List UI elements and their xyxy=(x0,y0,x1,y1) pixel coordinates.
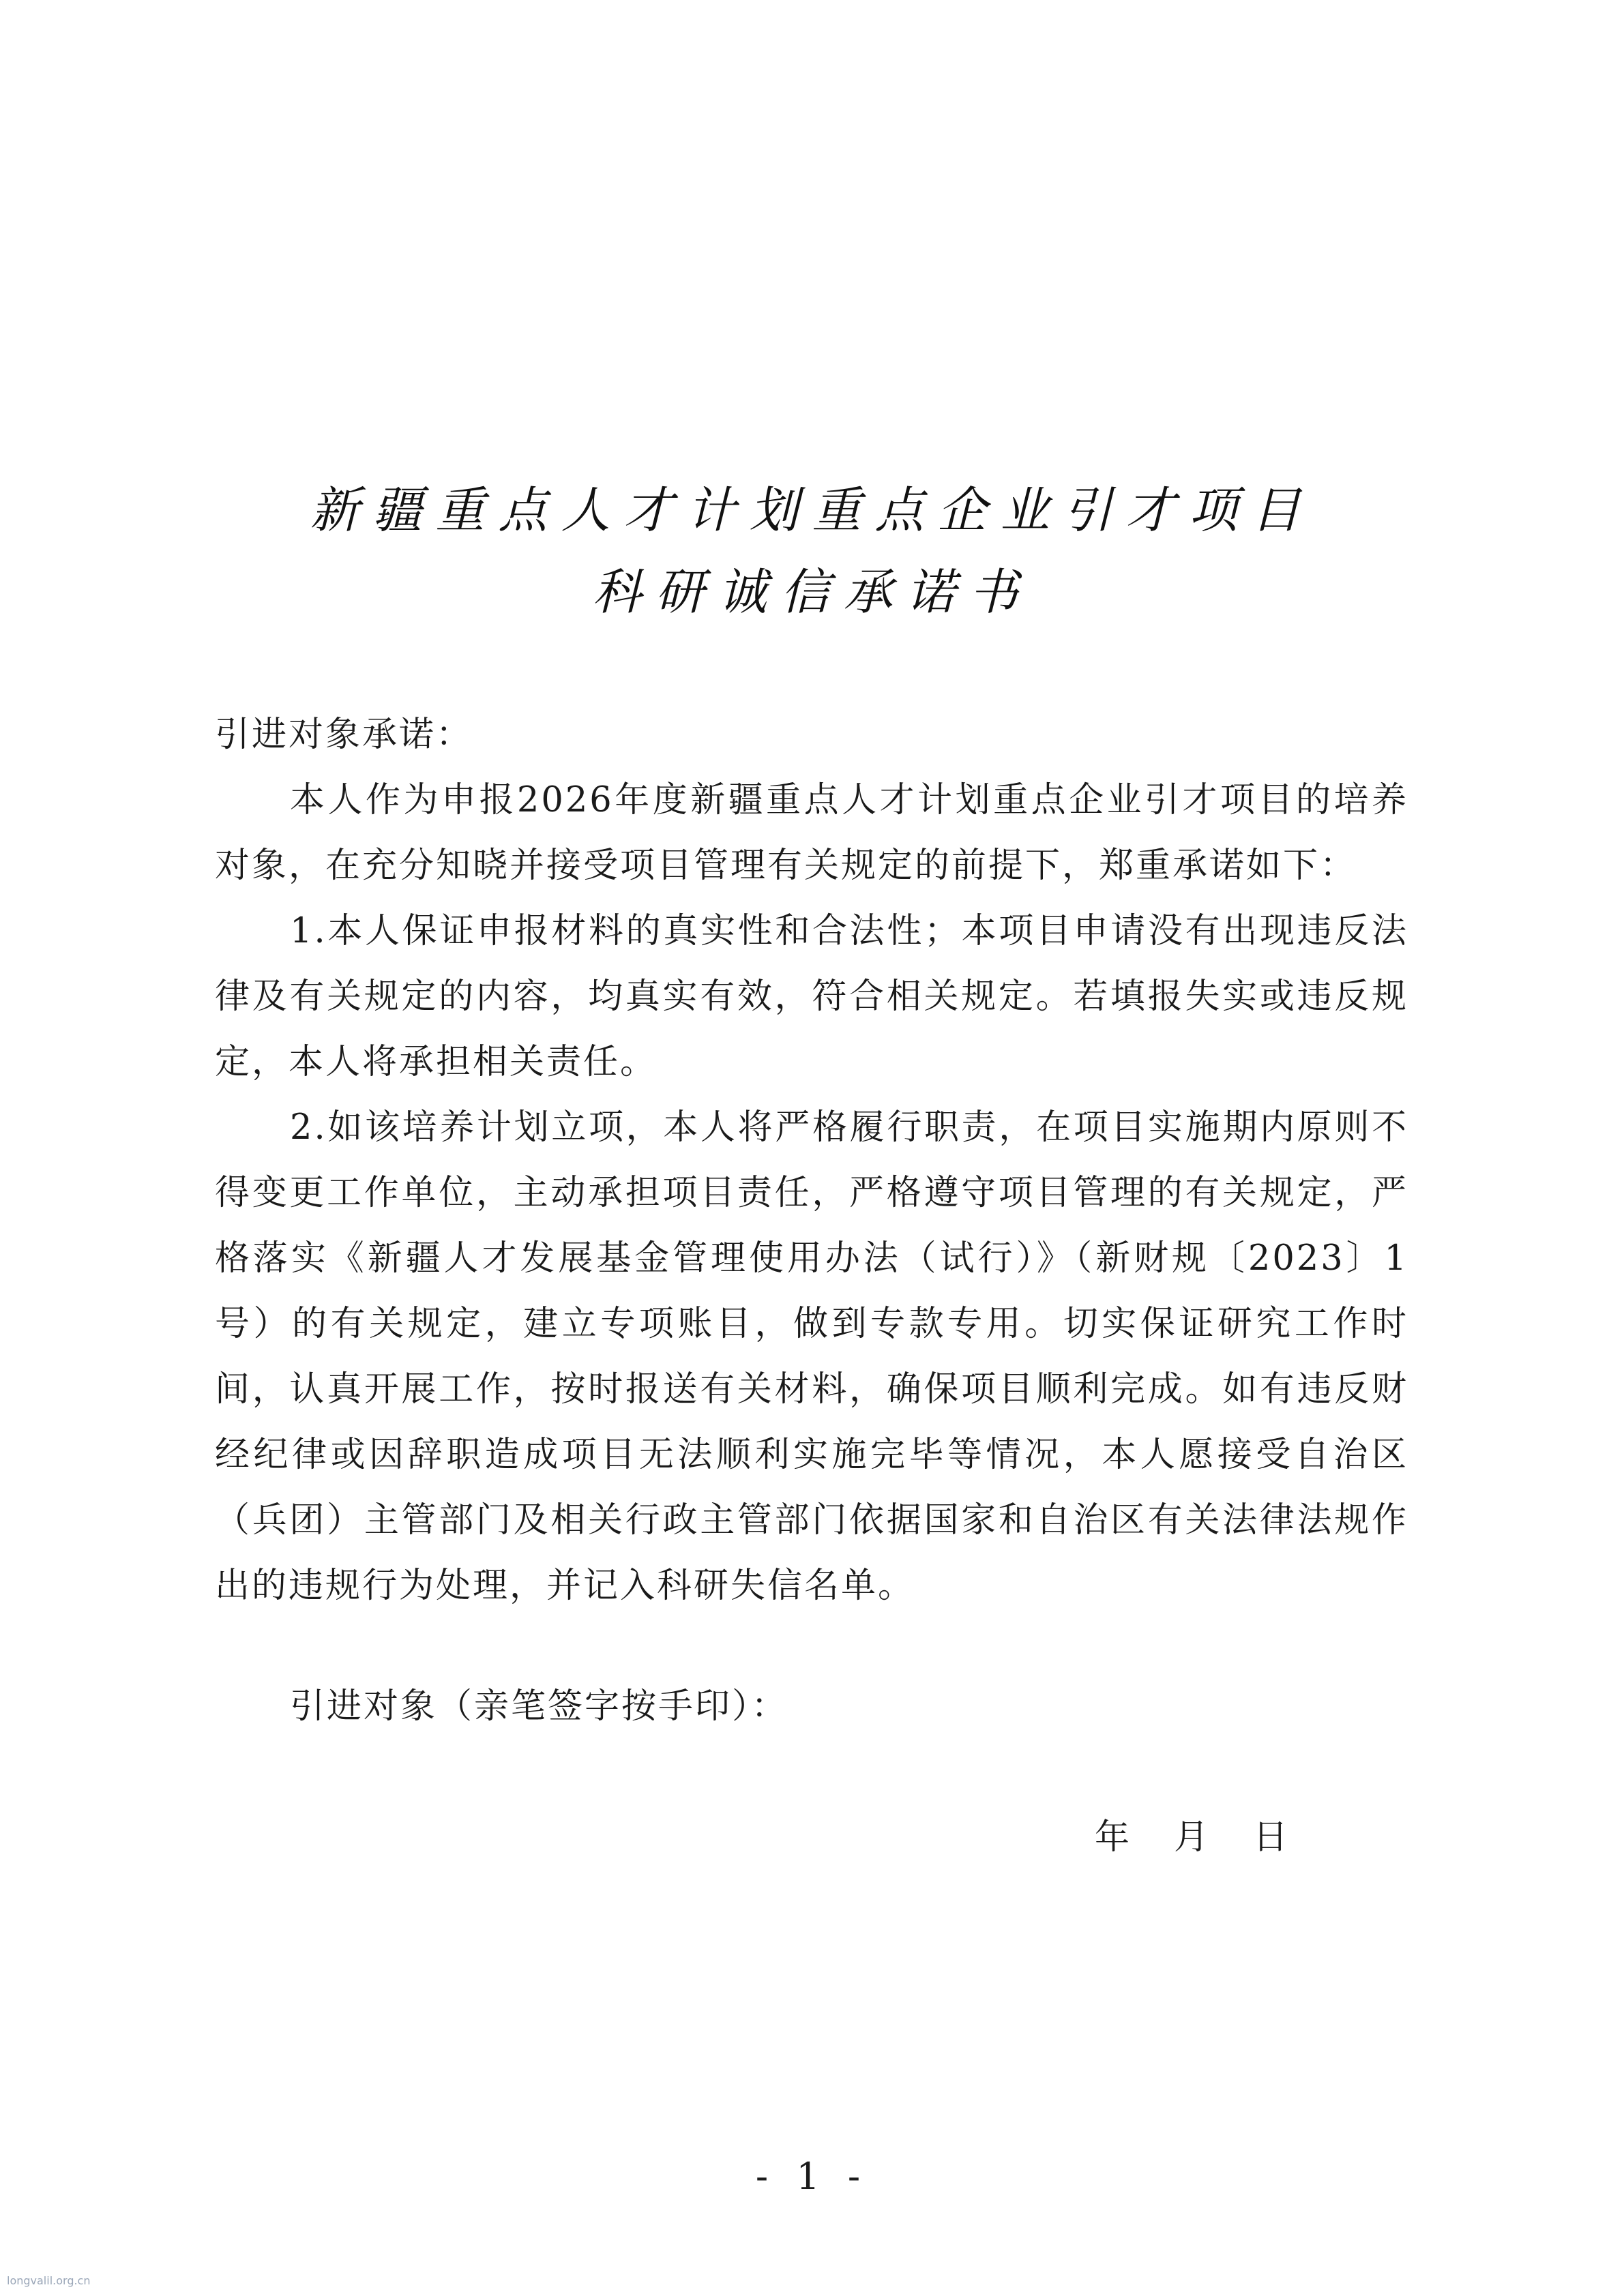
date-month: 月 xyxy=(1174,1817,1211,1858)
paragraph-intro: 本人作为申报2026年度新疆重点人才计划重点企业引才项目的培养对象，在充分知晓并接受项目管理有关规定的前提下，郑重承诺如下： xyxy=(215,780,1408,886)
date-line xyxy=(1095,1808,1290,1859)
paragraph-item-2: 2.如该培养计划立项，本人将严格履行职责，在项目实施期内原则不得变更工作单位，主动承担项目责任，严格遵守项目管理的有关规定，严格落实《新疆人才发展基金管理使用办法（试行）》（新财规〔2023〕1号）的有关规定，建立专项账目，做到专款专用。切实保证研究工作时间，认真开展工作，按时报送有关材料，确保项目顺利完成。如有违反财经纪律或因辞职造成项目无法顺利实施完毕等情况，本人愿接受自治区（兵团）主管部门及相关行政主管部门依据国家和自治区有关法律法规作出的违规行为处理，并记入科研失信名单。 xyxy=(215,1107,1408,1606)
salutation: 引进对象承诺： xyxy=(215,715,473,755)
document-title-line-1: 新疆重点人才计划重点企业引才项目 xyxy=(310,481,1314,539)
date-day: 日 xyxy=(1253,1817,1290,1858)
body-paragraphs xyxy=(215,768,1408,1619)
paragraph-item-1: 1.本人保证申报材料的真实性和合法性；本项目申请没有出现违反法律及有关规定的内容，均真实有效，符合相关规定。若填报失实或违反规定，本人将承担相关责任。 xyxy=(215,911,1408,1082)
date-year: 年 xyxy=(1095,1817,1132,1858)
page-number: - 1 - xyxy=(755,2155,869,2198)
watermark: longvalil.org.cn xyxy=(7,2274,91,2287)
document-title-line-2: 科研诚信承诺书 xyxy=(592,563,1032,621)
signature-label: 引进对象（亲笔签字按手印）： xyxy=(290,1686,788,1727)
